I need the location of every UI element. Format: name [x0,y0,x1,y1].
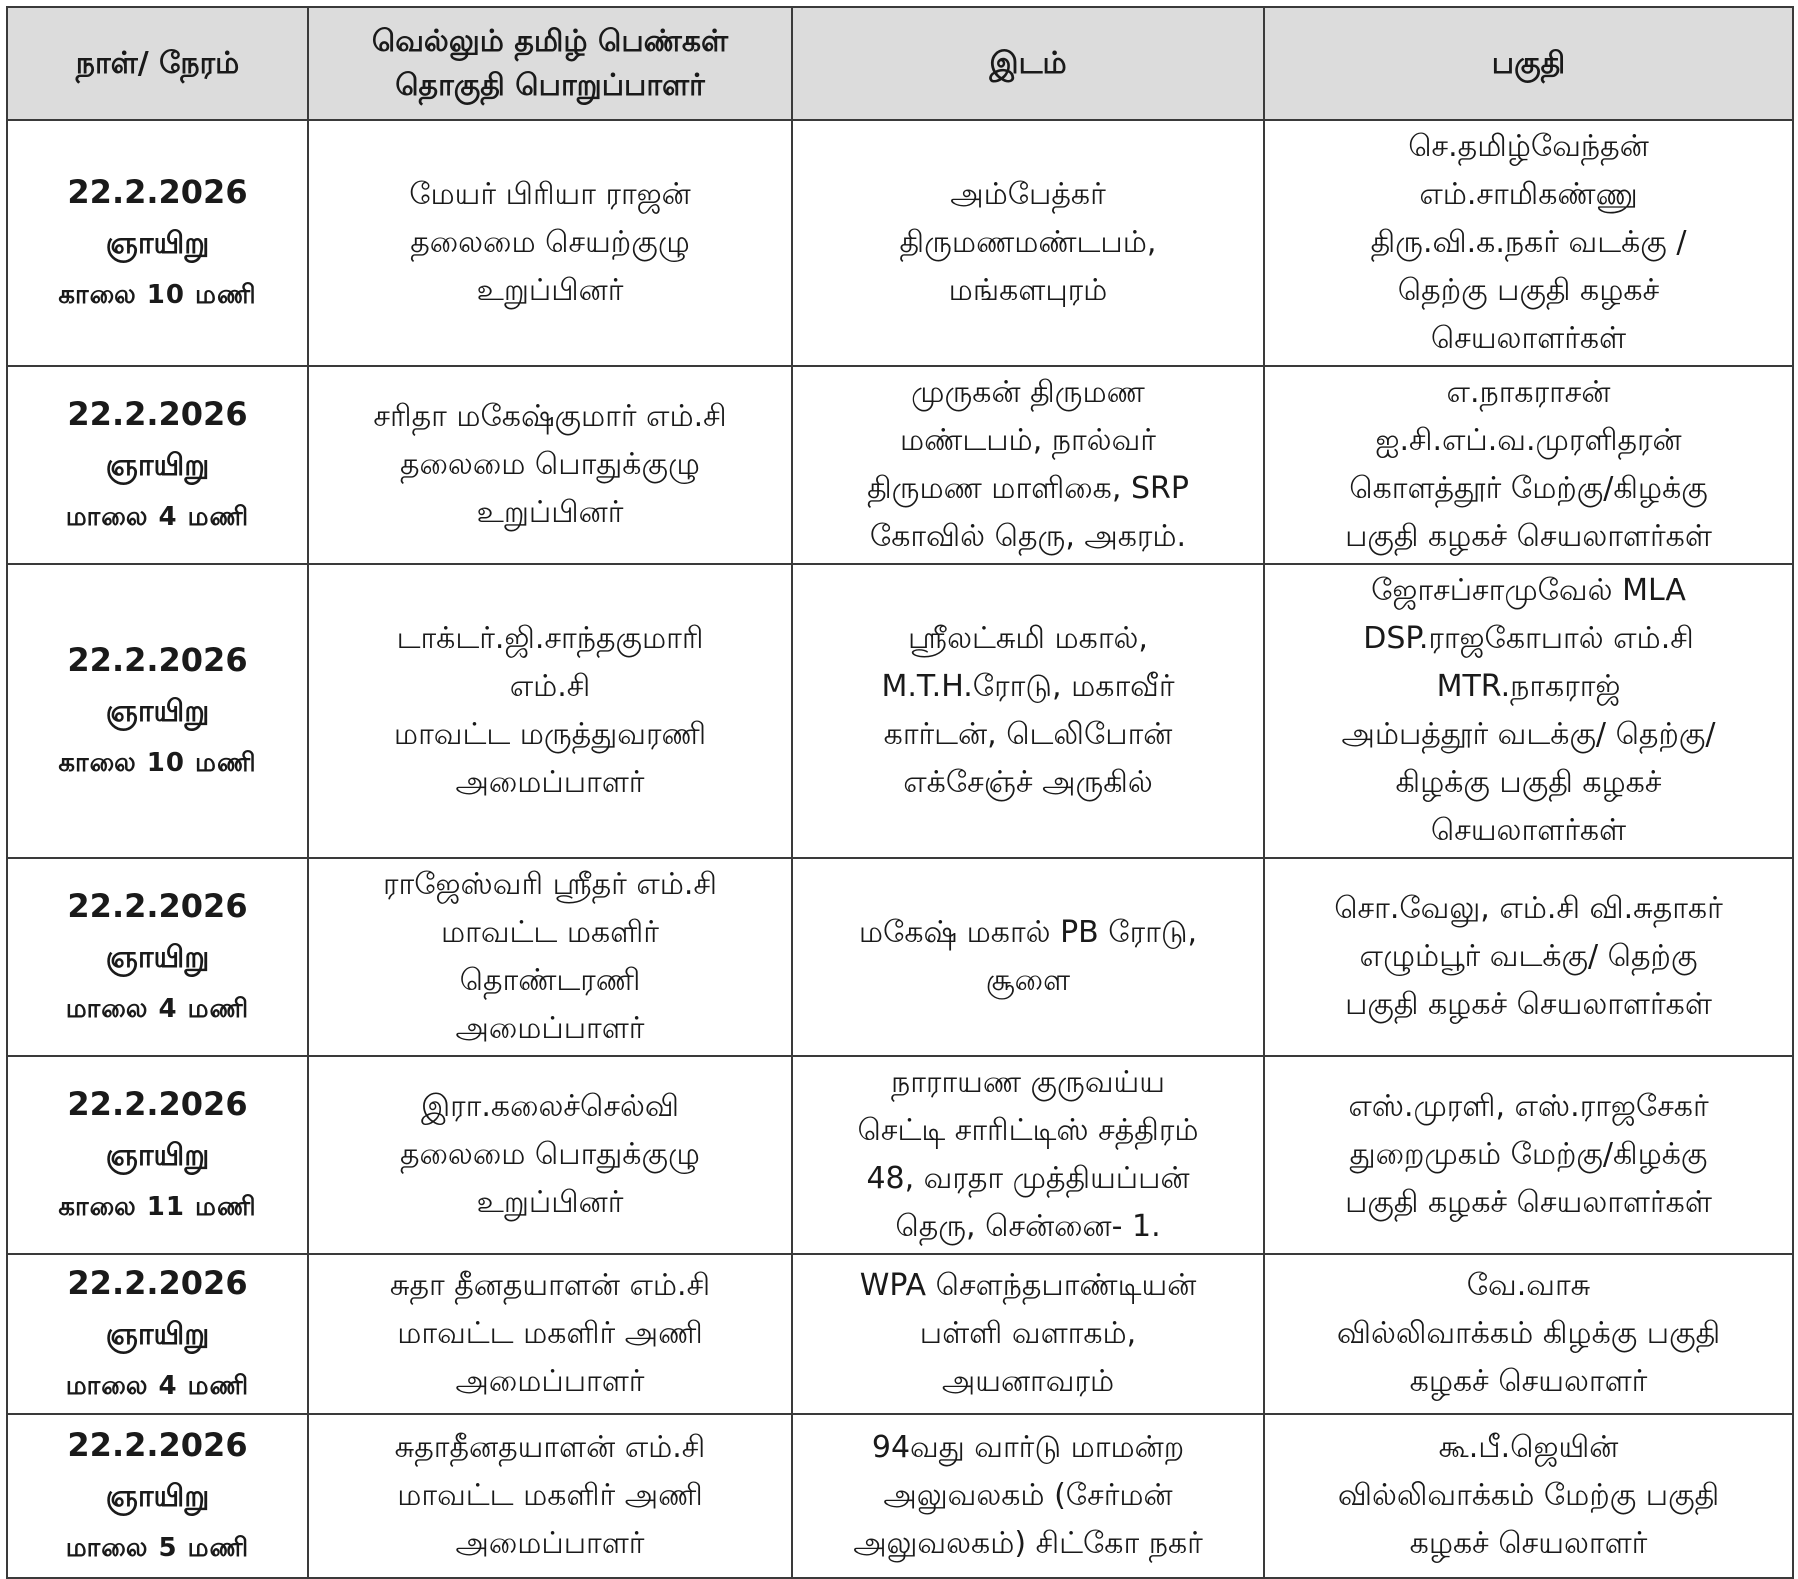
event-date: 22.2.2026 [67,641,248,679]
table-body [7,120,1793,1578]
venue-line: அலுவலகம்) சிட்கோ நகர் [853,1526,1203,1561]
cell-person [308,858,792,1056]
area-line: எம்.சாமிகண்ணு [1419,177,1638,212]
person-line: மேயர் பிரியா ராஜன் [409,177,691,212]
venue-line: WPA சௌந்தபாண்டியன் [859,1268,1197,1303]
cell-date-time [7,366,308,564]
area-line: ஐ.சி.எப்.வ.முரளிதரன் [1375,423,1682,458]
event-day: ஞாயிறு [105,226,210,261]
table-row [7,858,1793,1056]
cell-area [1264,1414,1793,1578]
person-line: அமைப்பாளர் [455,1526,645,1561]
cell-person [308,1414,792,1578]
header-person-line: வெல்லும் தமிழ் பெண்கள் [371,23,729,59]
event-time: மாலை 4 மணி [65,1371,250,1401]
cell-area [1264,858,1793,1056]
cell-venue [792,858,1264,1056]
table-row [7,1414,1793,1578]
header-date-time: நாள்/ நேரம் [7,7,308,120]
area-line: கழகச் செயலாளர் [1409,1526,1648,1561]
event-date: 22.2.2026 [67,1085,248,1123]
event-date: 22.2.2026 [67,1426,248,1464]
cell-date-time [7,858,308,1056]
cell-date-time [7,564,308,858]
area-line: பகுதி கழகச் செயலாளர்கள் [1345,987,1712,1022]
venue-line: 48, வரதா முத்தியப்பன் [866,1161,1190,1196]
area-line: தெற்கு பகுதி கழகச் [1397,273,1660,308]
venue-line: மகேஷ் மகால் PB ரோடு, [858,915,1198,950]
person-line: டாக்டர்.ஜி.சாந்தகுமாரி [396,621,704,656]
area-line: சொ.வேலு, எம்.சி வி.சுதாகர் [1334,891,1723,926]
area-line: ஜோசப்சாமுவேல் MLA [1371,573,1686,608]
area-line: DSP.ராஜகோபால் எம்.சி [1363,621,1694,656]
area-line: அம்பத்தூர் வடக்கு/ தெற்கு/ [1341,717,1716,752]
event-day: ஞாயிறு [105,940,210,975]
cell-date-time [7,120,308,366]
cell-area [1264,120,1793,366]
venue-line: M.T.H.ரோடு, மகாவீர் [881,669,1175,704]
person-line: சரிதா மகேஷ்குமார் எம்.சி [373,399,727,434]
area-line: துறைமுகம் மேற்கு/கிழக்கு [1349,1137,1708,1172]
area-line: பகுதி கழகச் செயலாளர்கள் [1345,1185,1712,1220]
person-line: இரா.கலைச்செல்வி [421,1089,679,1124]
person-line: மாவட்ட மகளிர் அணி [397,1478,703,1513]
event-time: காலை 10 மணி [58,280,257,310]
person-line: தலைமை பொதுக்குழு [400,1137,700,1172]
person-line: உறுப்பினர் [476,273,624,308]
table-row [7,366,1793,564]
event-day: ஞாயிறு [105,1317,210,1352]
schedule-sheet [6,6,1792,1564]
event-day: ஞாயிறு [105,1138,210,1173]
person-line: உறுப்பினர் [476,495,624,530]
venue-line: செட்டி சாரிட்டிஸ் சத்திரம் [857,1113,1199,1148]
cell-area [1264,1254,1793,1414]
area-line: எஸ்.முரளி, எஸ்.ராஜசேகர் [1348,1089,1709,1124]
venue-line: முருகன் திருமண [911,375,1145,410]
venue-line: அலுவலகம் (சேர்மன் [883,1478,1173,1513]
area-line: கிழக்கு பகுதி கழகச் [1395,765,1662,800]
event-date: 22.2.2026 [67,887,248,925]
venue-line: மண்டபம், நால்வர் [900,423,1156,458]
area-line: கூ.பீ.ஜெயின் [1438,1430,1619,1465]
cell-person [308,1254,792,1414]
venue-line: கோவில் தெரு, அகரம். [869,519,1187,554]
cell-person [308,120,792,366]
person-line: அமைப்பாளர் [455,765,645,800]
cell-venue [792,1414,1264,1578]
cell-venue [792,1254,1264,1414]
event-day: ஞாயிறு [105,694,210,729]
area-line: திரு.வி.க.நகர் வடக்கு / [1370,225,1687,260]
venue-line: மங்களபுரம் [948,273,1108,308]
person-line: மாவட்ட மகளிர் [441,915,659,950]
person-line: எம்.சி [509,669,591,704]
event-date: 22.2.2026 [67,173,248,211]
person-line: தொண்டரணி [459,963,641,998]
person-line: அமைப்பாளர் [455,1011,645,1046]
event-time: மாலை 4 மணி [65,994,250,1024]
cell-person [308,1056,792,1254]
area-line: செயலாளர்கள் [1430,321,1627,356]
header-person-line: தொகுதி பொறுப்பாளர் [395,67,705,103]
venue-line: அம்பேத்கர் [950,177,1106,212]
event-day: ஞாயிறு [105,1479,210,1514]
cell-date-time [7,1414,308,1578]
area-line: வில்லிவாக்கம் கிழக்கு பகுதி [1336,1316,1721,1351]
venue-line: நாராயண குருவய்ய [891,1065,1165,1100]
area-line: எழும்பூர் வடக்கு/ தெற்கு [1359,939,1698,974]
venue-line: அயனாவரம் [941,1364,1115,1399]
person-line: மாவட்ட மகளிர் அணி [397,1316,703,1351]
venue-line: ஸ்ரீலட்சுமி மகால், [908,621,1148,656]
person-line: மாவட்ட மருத்துவரணி [393,717,707,752]
table-row [7,120,1793,366]
person-line: உறுப்பினர் [476,1185,624,1220]
venue-line: 94வது வார்டு மாமன்ற [871,1430,1185,1465]
event-time: மாலை 4 மணி [65,502,250,532]
cell-area [1264,1056,1793,1254]
venue-line: திருமணமண்டபம், [899,225,1157,260]
area-line: வே.வாசு [1466,1268,1591,1303]
header-venue: இடம் [792,7,1264,120]
person-line: அமைப்பாளர் [455,1364,645,1399]
venue-line: சூளை [985,963,1071,998]
cell-person [308,366,792,564]
cell-venue [792,120,1264,366]
event-time: காலை 11 மணி [58,1192,257,1222]
venue-line: கார்டன், டெலிபோன் [883,717,1173,752]
venue-line: பள்ளி வளாகம், [919,1316,1137,1351]
event-date: 22.2.2026 [67,1264,248,1302]
area-line: எ.நாகராசன் [1446,375,1611,410]
person-line: சுதா தீனதயாளன் எம்.சி [389,1268,711,1303]
area-line: பகுதி கழகச் செயலாளர்கள் [1345,519,1712,554]
cell-area [1264,366,1793,564]
event-time: மாலை 5 மணி [65,1533,250,1563]
area-line: செயலாளர்கள் [1430,813,1627,848]
schedule-table [6,6,1794,1579]
person-line: சுதாதீனதயாளன் எம்.சி [394,1430,706,1465]
person-line: ராஜேஸ்வரி ஸ்ரீதர் எம்.சி [383,867,717,902]
area-line: கொளத்தூர் மேற்கு/கிழக்கு [1349,471,1708,506]
cell-date-time [7,1056,308,1254]
event-date: 22.2.2026 [67,395,248,433]
header-area: பகுதி [1264,7,1793,120]
event-time: காலை 10 மணி [58,748,257,778]
cell-venue [792,366,1264,564]
header-person [308,7,792,120]
cell-area [1264,564,1793,858]
area-line: MTR.நாகராஜ் [1436,669,1621,704]
table-row [7,564,1793,858]
area-line: வில்லிவாக்கம் மேற்கு பகுதி [1337,1478,1720,1513]
cell-person [308,564,792,858]
venue-line: தெரு, சென்னை- 1. [895,1209,1161,1244]
person-line: தலைமை செயற்குழு [410,225,690,260]
person-line: தலைமை பொதுக்குழு [400,447,700,482]
cell-venue [792,564,1264,858]
area-line: கழகச் செயலாளர் [1409,1364,1648,1399]
event-day: ஞாயிறு [105,448,210,483]
cell-date-time [7,1254,308,1414]
area-line: செ.தமிழ்வேந்தன் [1408,129,1649,164]
table-row [7,1254,1793,1414]
cell-venue [792,1056,1264,1254]
table-header-row [7,7,1793,120]
table-row [7,1056,1793,1254]
venue-line: திருமண மாளிகை, SRP [867,471,1189,506]
venue-line: எக்சேஞ்ச் அருகில் [903,765,1153,800]
